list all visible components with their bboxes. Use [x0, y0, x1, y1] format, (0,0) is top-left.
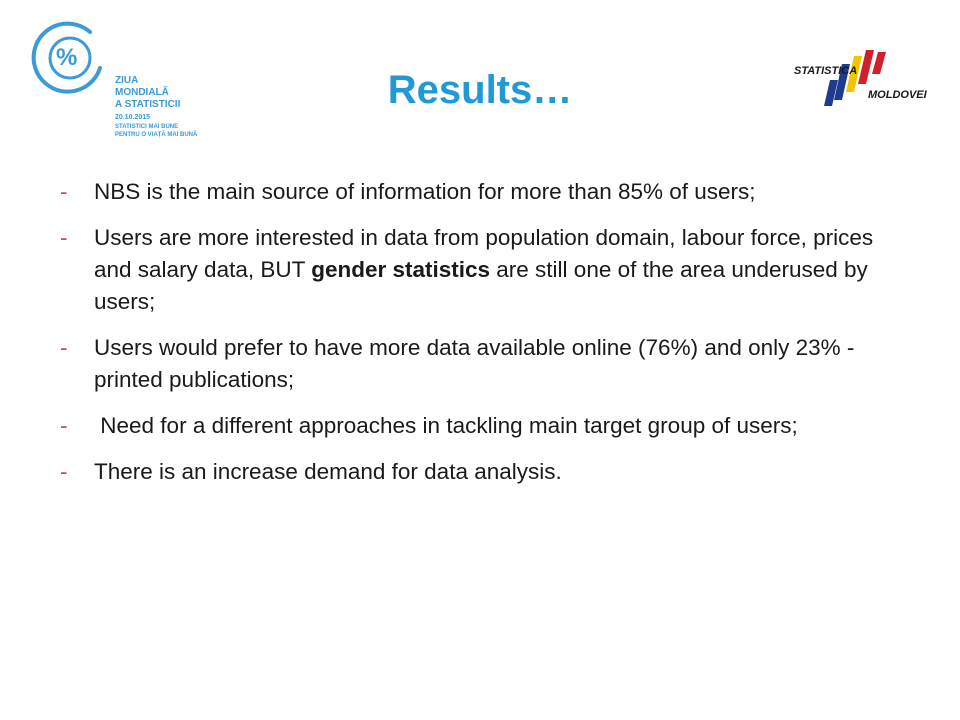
bullet-dash: - [60, 413, 68, 438]
logo-line-1: ZIUA [115, 75, 139, 86]
list-item [60, 222, 910, 318]
list-item [60, 176, 910, 208]
slide-title: Results… [387, 68, 573, 112]
bullet-dash: - [60, 225, 68, 250]
bullet-emphasis: gender statistics [311, 257, 491, 282]
logo-slogan-1: STATISTICI MAI BUNE [115, 124, 179, 130]
results-list [60, 176, 910, 502]
list-item [60, 332, 910, 396]
logo-word-statistica: STATISTICA [794, 65, 858, 77]
list-item [60, 410, 910, 442]
flag-stripes-icon [788, 44, 928, 116]
list-item [60, 456, 910, 488]
bullet-text: NBS is the main source of information for more than 85% of users; [94, 179, 756, 204]
bullet-text: Users would prefer to have more data available online (76%) and only 23% - printed publications; [94, 335, 855, 392]
logo-word-moldovei: MOLDOVEI [868, 89, 927, 101]
bullet-text-end: are still one of the area underused by users; [94, 257, 868, 314]
bullet-dash: - [60, 179, 68, 204]
logo-line-3: A STATISTICII [115, 99, 181, 110]
bullet-text: Need for a different approaches in tackling main target group of users; [94, 413, 798, 438]
logo-line-2: MONDIALĂ [115, 87, 169, 98]
logo-date: 20.10.2015 [115, 114, 151, 121]
bullet-text: There is an increase demand for data analysis. [94, 459, 562, 484]
statistica-moldovei-logo [788, 44, 928, 116]
bullet-text-start: Users are more interested in data from population domain, labour force, prices and salary data, BUT [94, 225, 874, 282]
logo-percent-symbol: % [56, 44, 78, 71]
bullet-dash: - [60, 335, 68, 360]
logo-slogan-2: PENTRU O VIAȚĂ MAI BUNĂ [115, 132, 198, 138]
bullet-dash: - [60, 459, 68, 484]
